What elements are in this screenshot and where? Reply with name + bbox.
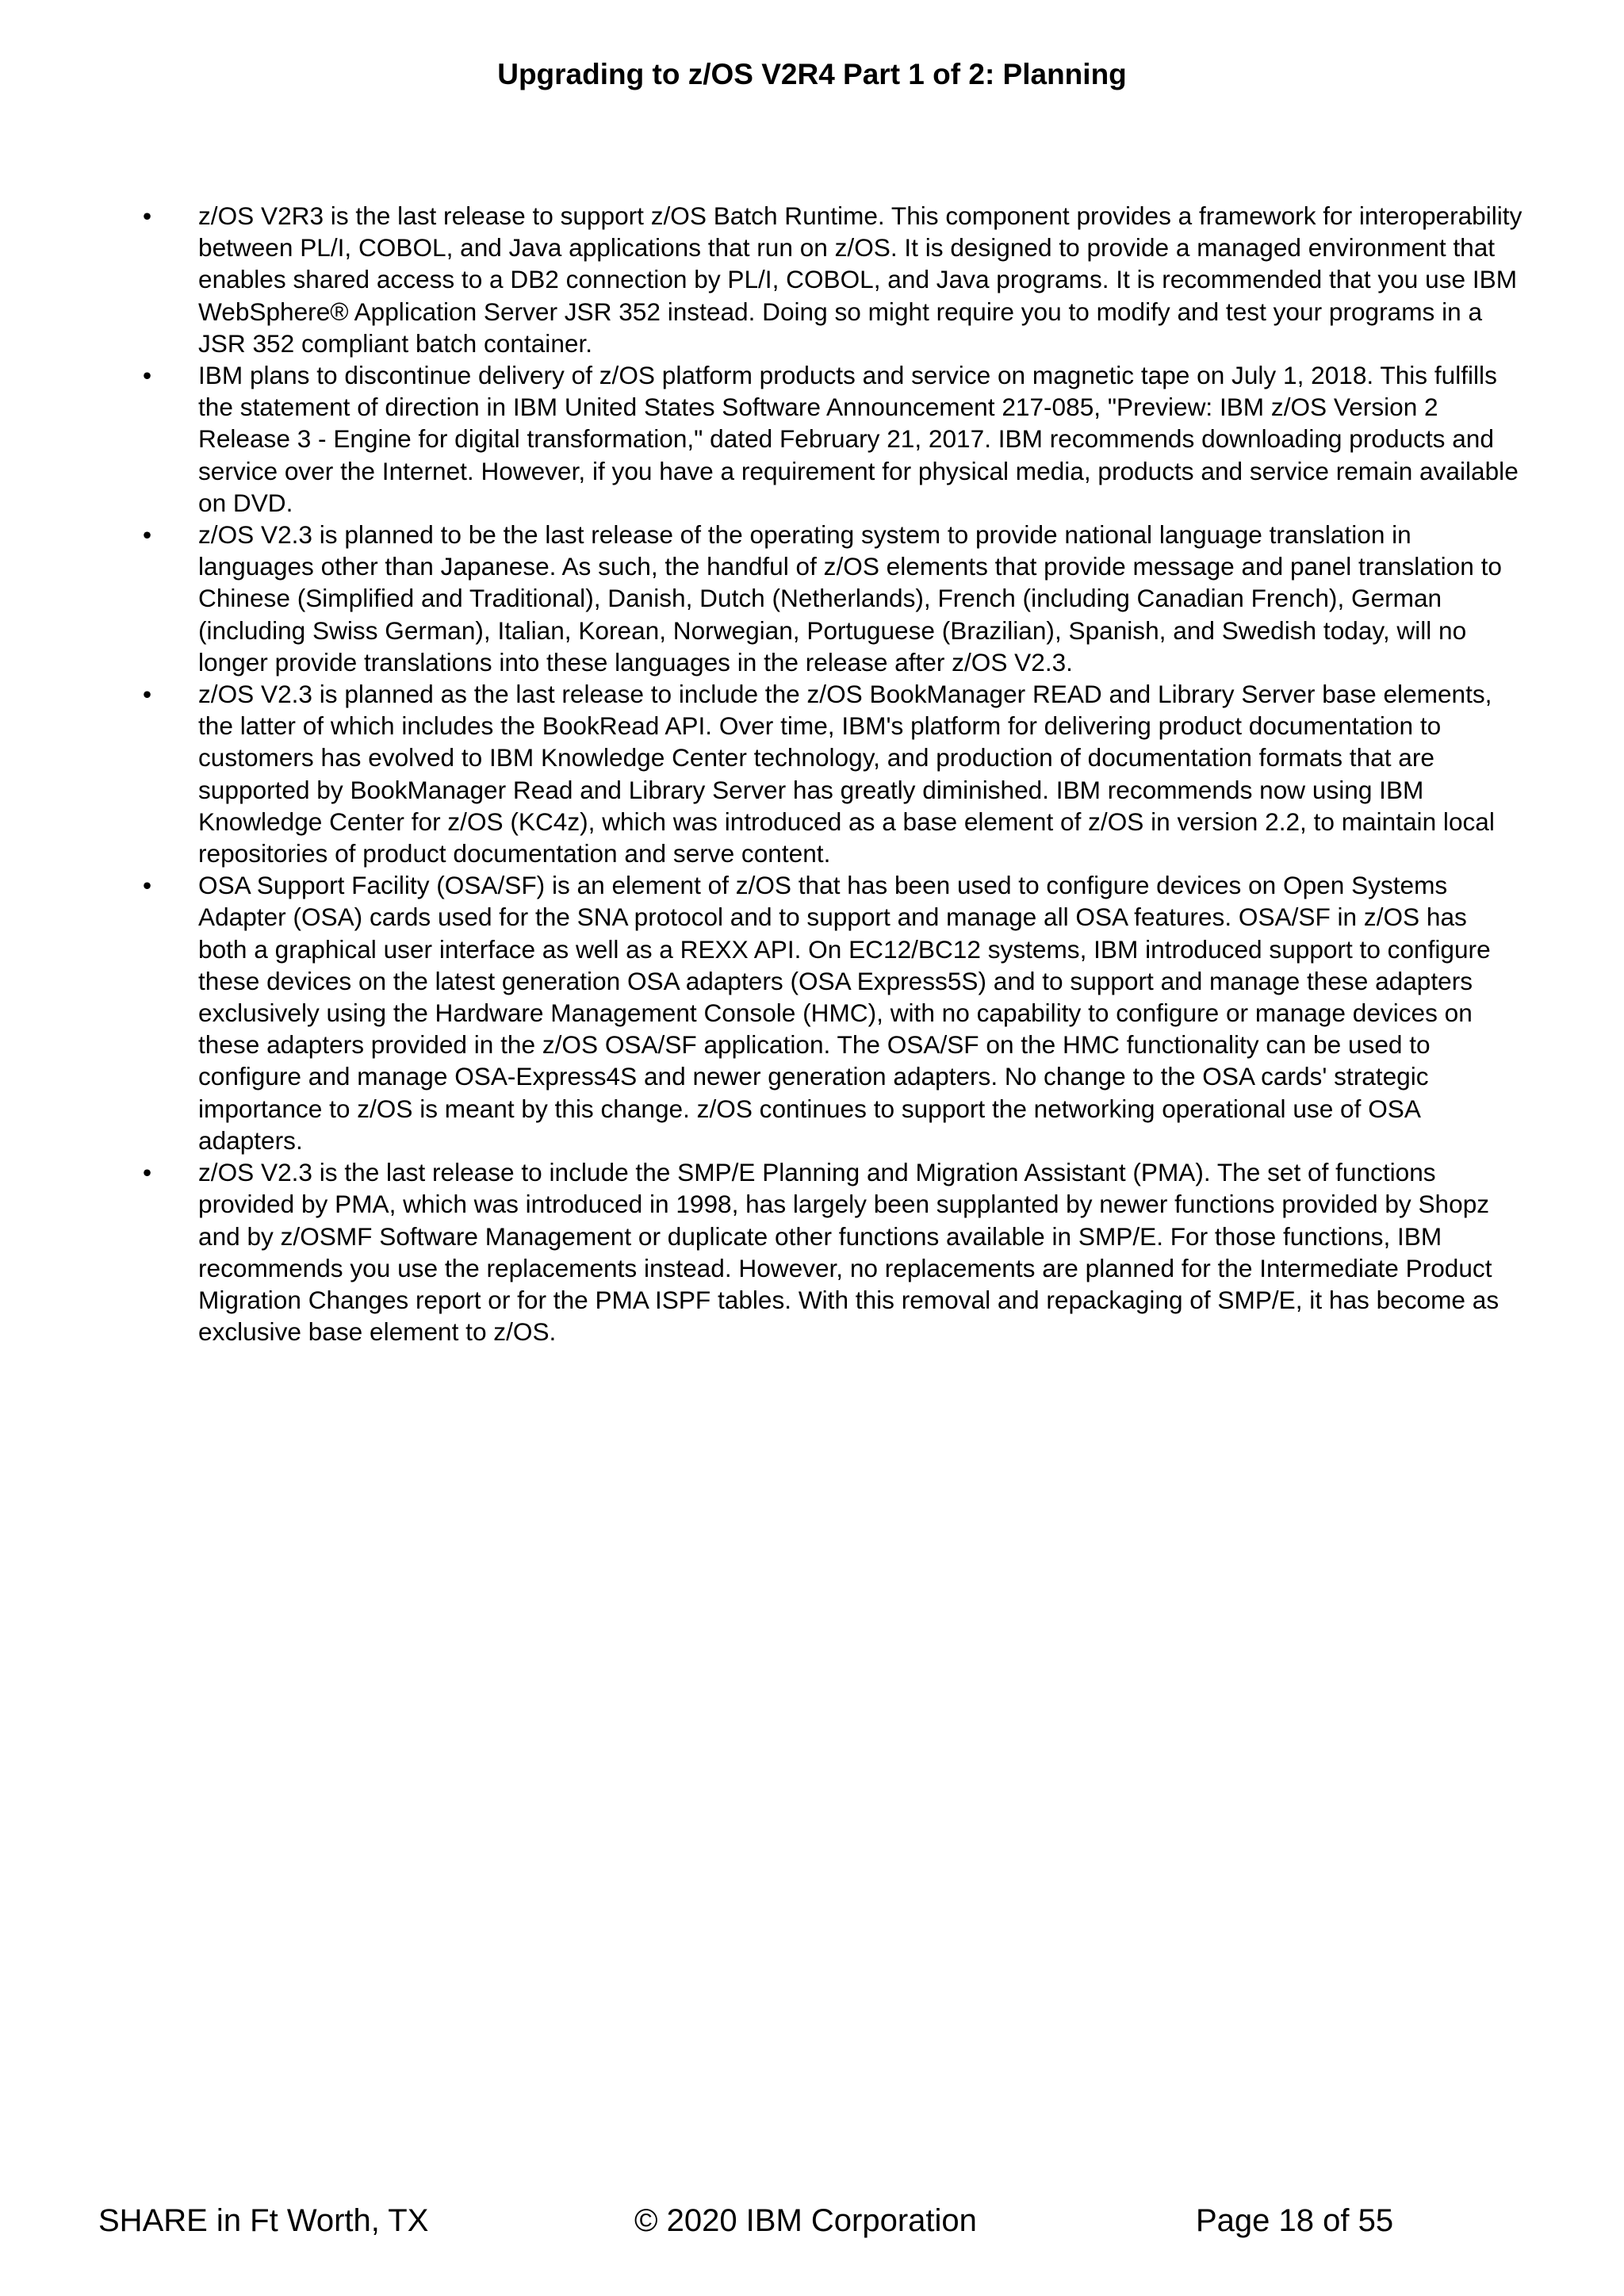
- page-footer: [0, 2198, 1624, 2246]
- list-item-text: • z/OS V2.3 is the last release to include the SMP/E Planning and Migration Assistant (PMA). The set of functions provided by PMA, which was introduced in 1998, has largely been supplanted by newer functions provided by Shopz and by z/OSMF Software Management or duplicate other functions available in SMP/E. For those functions, IBM recommends you use the replacements instead. However, no replacements are planned for the Intermediate Product Migration Changes report or for the PMA ISPF tables. With this removal and repackaging of SMP/E, it has become as exclusive base element to z/OS.: [198, 1158, 1500, 1347]
- list-item: [143, 359, 1522, 519]
- list-item: [143, 1156, 1522, 1347]
- list-item-text: • IBM plans to discontinue delivery of z/OS platform products and service on magnetic tape on July 1, 2018. This fulfills the statement of direction in IBM United States Software Announcement 217-085, "Preview: IBM z/OS Version 2 Release 3 - Engine for digital transformation," dated February 21, 2017. IBM recommends downloading products and service over the Internet. However, if you have a requirement for physical media, products and service remain available on DVD.: [198, 361, 1519, 517]
- list-item-text: • z/OS V2.3 is planned to be the last release of the operating system to provide national language translation in languages other than Japanese. As such, the handful of z/OS elements that provide message and panel translation to Chinese (Simplified and Traditional), Danish, Dutch (Netherlands), French (including Canadian French), German (including Swiss German), Italian, Korean, Norwegian, Portuguese (Brazilian), Spanish, and Swedish today, will no longer provide translations into these languages in the release after z/OS V2.3.: [198, 520, 1502, 677]
- page-header: [0, 56, 1624, 94]
- list-item: [143, 678, 1522, 869]
- list-item-text: • z/OS V2.3 is planned as the last release to include the z/OS BookManager READ and Library Server base elements, the latter of which includes the BookRead API. Over time, IBM's platform for delivering product documentation to customers has evolved to IBM Knowledge Center technology, and production of documentation formats that are supported by BookManager Read and Library Server has greatly diminished. IBM recommends now using IBM Knowledge Center for z/OS (KC4z), which was introduced as a base element of z/OS in version 2.2, to maintain local repositories of product documentation and serve content.: [198, 680, 1495, 868]
- list-item: [143, 869, 1522, 1156]
- footer-page-number: Page 18 of 55: [1196, 2203, 1394, 2238]
- footer-event: SHARE in Ft Worth, TX: [98, 2203, 429, 2238]
- page-title: Upgrading to z/OS V2R4 Part 1 of 2: Planning: [497, 58, 1127, 90]
- footer-copyright: © 2020 IBM Corporation: [634, 2203, 977, 2238]
- list-item: [143, 200, 1522, 359]
- list-item: [143, 519, 1522, 678]
- list-item-text: • z/OS V2R3 is the last release to support z/OS Batch Runtime. This component provides a framework for interoperability between PL/I, COBOL, and Java applications that run on z/OS. It is designed to provide a managed environment that enables shared access to a DB2 connection by PL/I, COBOL, and Java programs. It is recommended that you use IBM WebSphere® Application Server JSR 352 instead. Doing so might require you to modify and test your programs in a JSR 352 compliant batch container.: [198, 201, 1522, 358]
- list-item-text: • OSA Support Facility (OSA/SF) is an element of z/OS that has been used to configure devices on Open Systems Adapter (OSA) cards used for the SNA protocol and to support and manage all OSA features. OSA/SF in z/OS has both a graphical user interface as well as a REXX API. On EC12/BC12 systems, IBM introduced support to configure these devices on the latest generation OSA adapters (OSA Express5S) and to support and manage these adapters exclusively using the Hardware Management Console (HMC), with no capability to configure or manage devices on these adapters provided in the z/OS OSA/SF application. The OSA/SF on the HMC functionality can be used to configure and manage OSA-Express4S and newer generation adapters. No change to the OSA cards' strategic importance to z/OS is meant by this change. z/OS continues to support the networking operational use of OSA adapters.: [198, 871, 1491, 1155]
- bullet-list: [143, 200, 1522, 1347]
